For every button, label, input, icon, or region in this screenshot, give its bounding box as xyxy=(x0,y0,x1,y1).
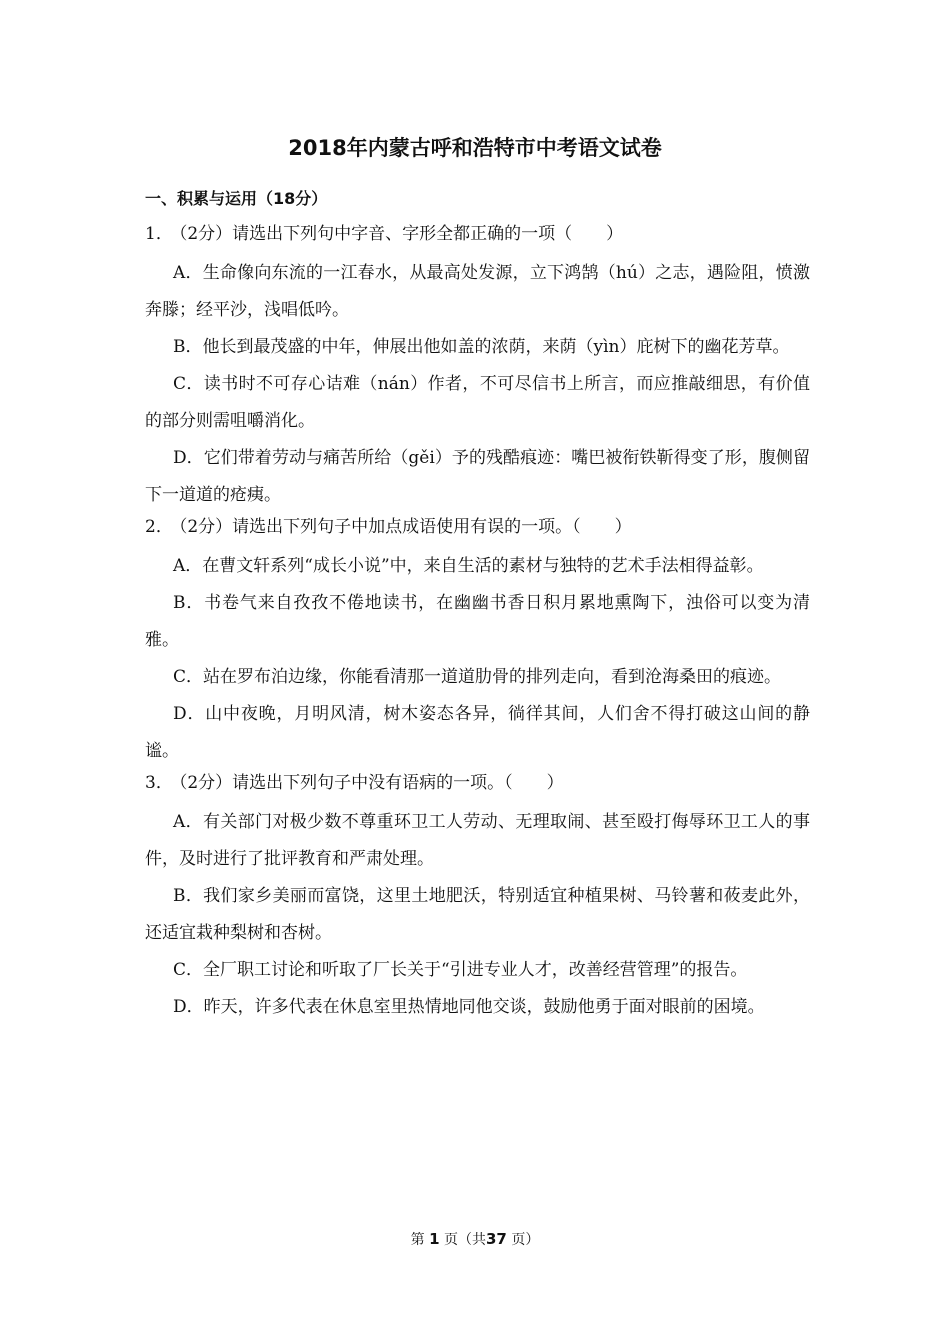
question-list xyxy=(145,221,810,1026)
page-footer xyxy=(0,1228,950,1251)
question-2 xyxy=(145,514,810,770)
question-3 xyxy=(145,770,810,1026)
option-d: D．它们带着劳动与痛苦所给（gěi）予的残酷痕迹：嘴巴被衔铁靳得变了形，腹侧留下一道道的疮痍。 xyxy=(145,448,810,505)
question-stem xyxy=(145,514,810,540)
option-b: B．我们家乡美丽而富饶，这里土地肥沃，特别适宜种植果树、马铃薯和莜麦此外，还适宜栽种梨树和杏树。 xyxy=(145,886,810,943)
footer-suffix: 页） xyxy=(511,1232,540,1248)
question-stem xyxy=(145,770,810,796)
option-b: B．书卷气来自孜孜不倦地读书，在幽幽书香日积月累地熏陶下，浊俗可以变为清雅。 xyxy=(145,593,810,650)
page-number: 1 xyxy=(429,1230,440,1248)
option-c: C．读书时不可存心诘难（nán）作者，不可尽信书上所言，而应推敲细思，有价值的部分则需咀嚼消化。 xyxy=(145,374,810,431)
page-title: 2018年内蒙古呼和浩特市中考语文试卷 xyxy=(288,136,662,160)
question-number: 2． xyxy=(145,517,173,537)
option-a: A．生命像向东流的一江春水，从最高处发源，立下鸿鹄（hú）之志，遇险阻，愤激奔滕；经平沙，浅唱低吟。 xyxy=(145,263,810,320)
total-pages: 37 xyxy=(486,1230,507,1248)
footer-middle: 页（共 xyxy=(444,1232,486,1248)
option-d: D．山中夜晚，月明风清，树木姿态各异，徜徉其间，人们舍不得打破这山间的静谧。 xyxy=(145,704,810,761)
option-a: A．在曹文轩系列“成长小说”中，来自生活的素材与独特的艺术手法相得益彰。 xyxy=(173,556,764,576)
question-text: （2分）请选出下列句中字音、字形全都正确的一项（ ） xyxy=(178,224,624,244)
question-number: 3． xyxy=(145,773,173,793)
option-c: C．全厂职工讨论和听取了厂长关于“引进专业人才，改善经营管理”的报告。 xyxy=(173,960,748,980)
footer-prefix: 第 xyxy=(410,1232,425,1248)
option-a: A．有关部门对极少数不尊重环卫工人劳动、无理取闹、甚至殴打侮辱环卫工人的事件，及时进行了批评教育和严肃处理。 xyxy=(145,812,810,869)
section-heading: 一、积累与运用（18分） xyxy=(145,189,328,208)
question-number: 1． xyxy=(145,224,173,244)
question-1 xyxy=(145,221,810,514)
question-text: （2分）请选出下列句子中没有语病的一项。（ ） xyxy=(178,773,564,793)
question-stem xyxy=(145,221,810,247)
option-b: B．他长到最茂盛的中年，伸展出他如盖的浓荫，来荫（yìn）庇树下的幽花芳草。 xyxy=(173,337,790,357)
question-text: （2分）请选出下列句子中加点成语使用有误的一项。（ ） xyxy=(178,517,632,537)
option-c: C．站在罗布泊边缘，你能看清那一道道肋骨的排列走向，看到沧海桑田的痕迹。 xyxy=(173,667,782,687)
option-d: D．昨天，许多代表在休息室里热情地同他交谈，鼓励他勇于面对眼前的困境。 xyxy=(173,997,765,1017)
